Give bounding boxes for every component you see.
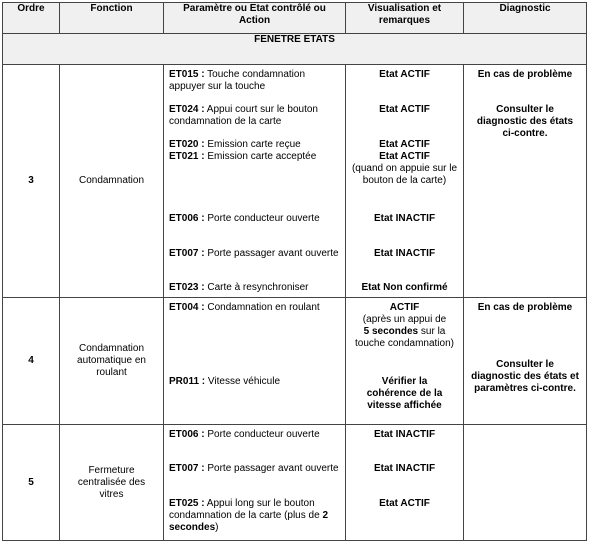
visu-item: Etat ACTIF (379, 69, 430, 80)
visu-item: Vérifier la cohérence de la vitesse affichée (366, 376, 443, 411)
visu-note: (quand on appuie sur le bouton de la carte) (351, 163, 458, 186)
param-item: ET021 : Emission carte acceptée (169, 151, 317, 162)
header-visualisation: Visualisation et remarques (346, 3, 464, 34)
param-item: PR011 : Vitesse véhicule (169, 376, 280, 387)
header-diagnostic: Diagnostic (464, 3, 587, 34)
diag-cell (464, 65, 587, 298)
visu-item: Etat ACTIF (379, 498, 430, 509)
visu-item: Etat ACTIF (379, 139, 430, 150)
param-item: ET015 : Touche condamnation appuyer sur la touche (169, 69, 306, 92)
visu-item: ACTIF (389, 302, 420, 313)
diag-cell (464, 425, 587, 541)
param-item: ET007 : Porte passager avant ouverte (169, 463, 339, 474)
visu-item: Etat INACTIF (373, 463, 436, 474)
param-cell (164, 65, 346, 298)
visu-cell (346, 298, 464, 425)
diag-text: Consulter le diagnostic des états ci-contre. (476, 104, 574, 139)
visu-item: Etat ACTIF (379, 104, 430, 115)
diag-text: Consulter le diagnostic des états et paramètres ci-contre. (471, 359, 579, 394)
row-fonction: Condamnation automatique en roulant (60, 298, 164, 425)
param-cell (164, 425, 346, 541)
visu-note: (après un appui de 5 secondes sur la touche condamnation) (355, 314, 454, 349)
visu-item: Etat INACTIF (373, 248, 436, 259)
table-row (3, 425, 587, 541)
row-ordre: 3 (3, 65, 60, 298)
param-item: ET024 : Appui court sur le bouton condamnation de la carte (169, 104, 318, 127)
row-fonction: Fermeture centralisée des vitres (60, 425, 164, 541)
diag-cell (464, 298, 587, 425)
visu-item: Etat ACTIF (379, 151, 430, 162)
param-item: ET004 : Condamnation en roulant (169, 302, 320, 313)
header-ordre: Ordre (3, 3, 60, 34)
header-parametre: Paramètre ou Etat contrôlé ou Action (164, 3, 346, 34)
header-fonction: Fonction (60, 3, 164, 34)
row-fonction: Condamnation (60, 65, 164, 298)
param-item: ET023 : Carte à resynchroniser (169, 282, 309, 293)
param-item: ET006 : Porte conducteur ouverte (169, 213, 320, 224)
param-item: ET020 : Emission carte reçue (169, 139, 301, 150)
diag-title: En cas de problème (477, 69, 573, 80)
visu-cell (346, 425, 464, 541)
section-row (3, 34, 587, 65)
diag-title: En cas de problème (477, 302, 573, 313)
row-ordre: 4 (3, 298, 60, 425)
param-item: ET007 : Porte passager avant ouverte (169, 248, 339, 259)
visu-item: Etat INACTIF (373, 213, 436, 224)
row-ordre: 5 (3, 425, 60, 541)
param-item: ET025 : Appui long sur le bouton condamnation de la carte (plus de 2 secondes) (169, 498, 328, 533)
visu-item: Etat Non confirmé (361, 282, 448, 293)
header-row (3, 3, 587, 34)
diagnostic-table (2, 2, 587, 541)
param-cell (164, 298, 346, 425)
visu-cell (346, 65, 464, 298)
table-row (3, 298, 587, 425)
visu-item: Etat INACTIF (373, 429, 436, 440)
param-item: ET006 : Porte conducteur ouverte (169, 429, 320, 440)
section-title: FENETRE ETATS (3, 34, 587, 65)
table-row (3, 65, 587, 298)
